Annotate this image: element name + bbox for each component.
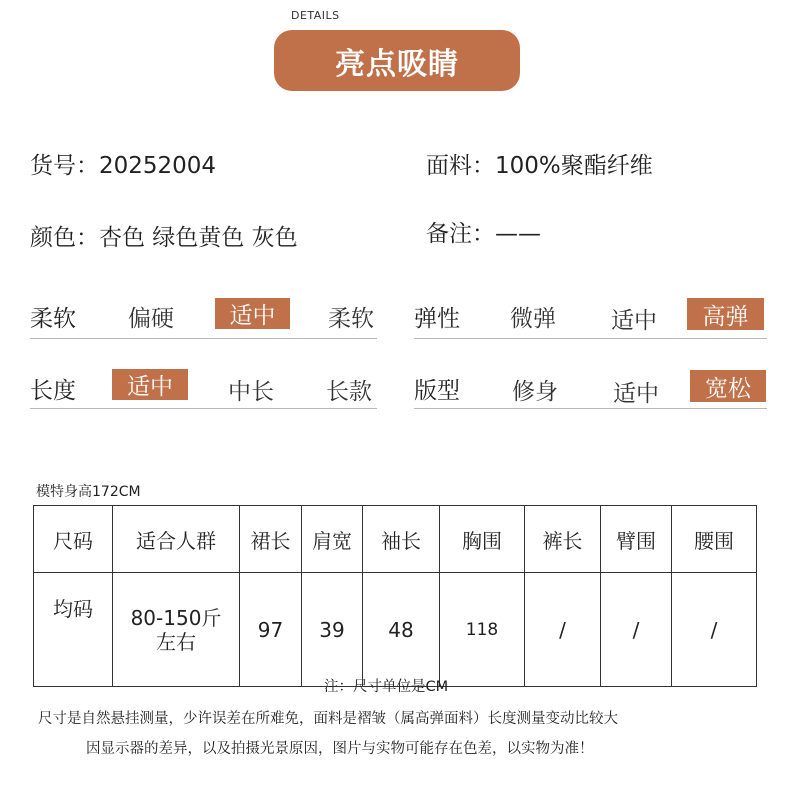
header-sleeve-length: 袖长 — [363, 506, 440, 573]
cell-sleeve-length: 48 — [363, 573, 440, 687]
fit-option-slim: 修身 — [512, 379, 558, 405]
cell-skirt-length: 97 — [240, 573, 302, 687]
remark-info: 备注：—— — [426, 221, 541, 247]
header-waist: 腰围 — [672, 506, 757, 573]
length-option-long: 长款 — [326, 379, 372, 405]
elasticity-option-slight: 微弹 — [510, 306, 556, 332]
header-arm-circumference: 臂围 — [601, 506, 672, 573]
cell-pants-length: / — [525, 573, 601, 687]
header-pants-length: 裤长 — [525, 506, 601, 573]
unit-note: 注：尺寸单位是CM — [324, 679, 449, 695]
softness-option-soft: 柔软 — [328, 306, 374, 332]
disclaimer-line-2: 因显示器的差异，以及拍摄光景原因，图片与实物可能存在色差，以实物为准！ — [86, 741, 594, 757]
cell-bust: 118 — [440, 573, 525, 687]
header-size: 尺码 — [34, 506, 113, 573]
header-skirt-length: 裙长 — [240, 506, 302, 573]
model-height-note: 模特身高172CM — [36, 484, 141, 500]
softness-label: 柔软 — [30, 306, 76, 332]
length-option-medium-selected: 适中 — [112, 369, 188, 400]
fit-option-loose-selected: 宽松 — [690, 370, 766, 402]
cell-waist: / — [672, 573, 757, 687]
banner-title: 亮点吸睛 — [274, 30, 520, 91]
cell-arm-circumference: / — [601, 573, 672, 687]
elasticity-label: 弹性 — [414, 306, 460, 332]
cell-size: 均码 — [34, 573, 113, 687]
cell-suitable-group: 80-150斤 左右 — [113, 573, 240, 687]
fit-divider — [414, 408, 767, 409]
softness-divider — [30, 338, 377, 339]
size-table — [33, 505, 757, 687]
disclaimer-line-1: 尺寸是自然悬挂测量，少许误差在所难免，面料是褶皱（属高弹面料）长度测量变动比较大 — [38, 711, 618, 727]
item-number: 货号：20252004 — [30, 153, 217, 179]
size-table-row — [34, 573, 757, 687]
elasticity-option-medium: 适中 — [611, 308, 657, 334]
length-option-mid-long: 中长 — [228, 379, 274, 405]
details-label: DETAILS — [291, 9, 340, 22]
fit-option-medium: 适中 — [613, 381, 659, 407]
softness-option-medium-selected: 适中 — [215, 298, 290, 329]
softness-option-hard: 偏硬 — [128, 306, 174, 332]
header-bust: 胸围 — [440, 506, 525, 573]
size-table-header-row — [34, 506, 757, 573]
fabric-info: 面料：100%聚酯纤维 — [426, 153, 653, 179]
cell-shoulder-width: 39 — [302, 573, 363, 687]
elasticity-divider — [414, 338, 767, 339]
elasticity-option-high-selected: 高弹 — [687, 298, 764, 330]
header-suitable-group: 适合人群 — [113, 506, 240, 573]
length-label: 长度 — [30, 378, 76, 404]
length-divider — [30, 408, 377, 409]
header-shoulder-width: 肩宽 — [302, 506, 363, 573]
fit-label: 版型 — [414, 378, 460, 404]
color-info: 颜色：杏色 绿色黄色 灰色 — [30, 225, 298, 251]
